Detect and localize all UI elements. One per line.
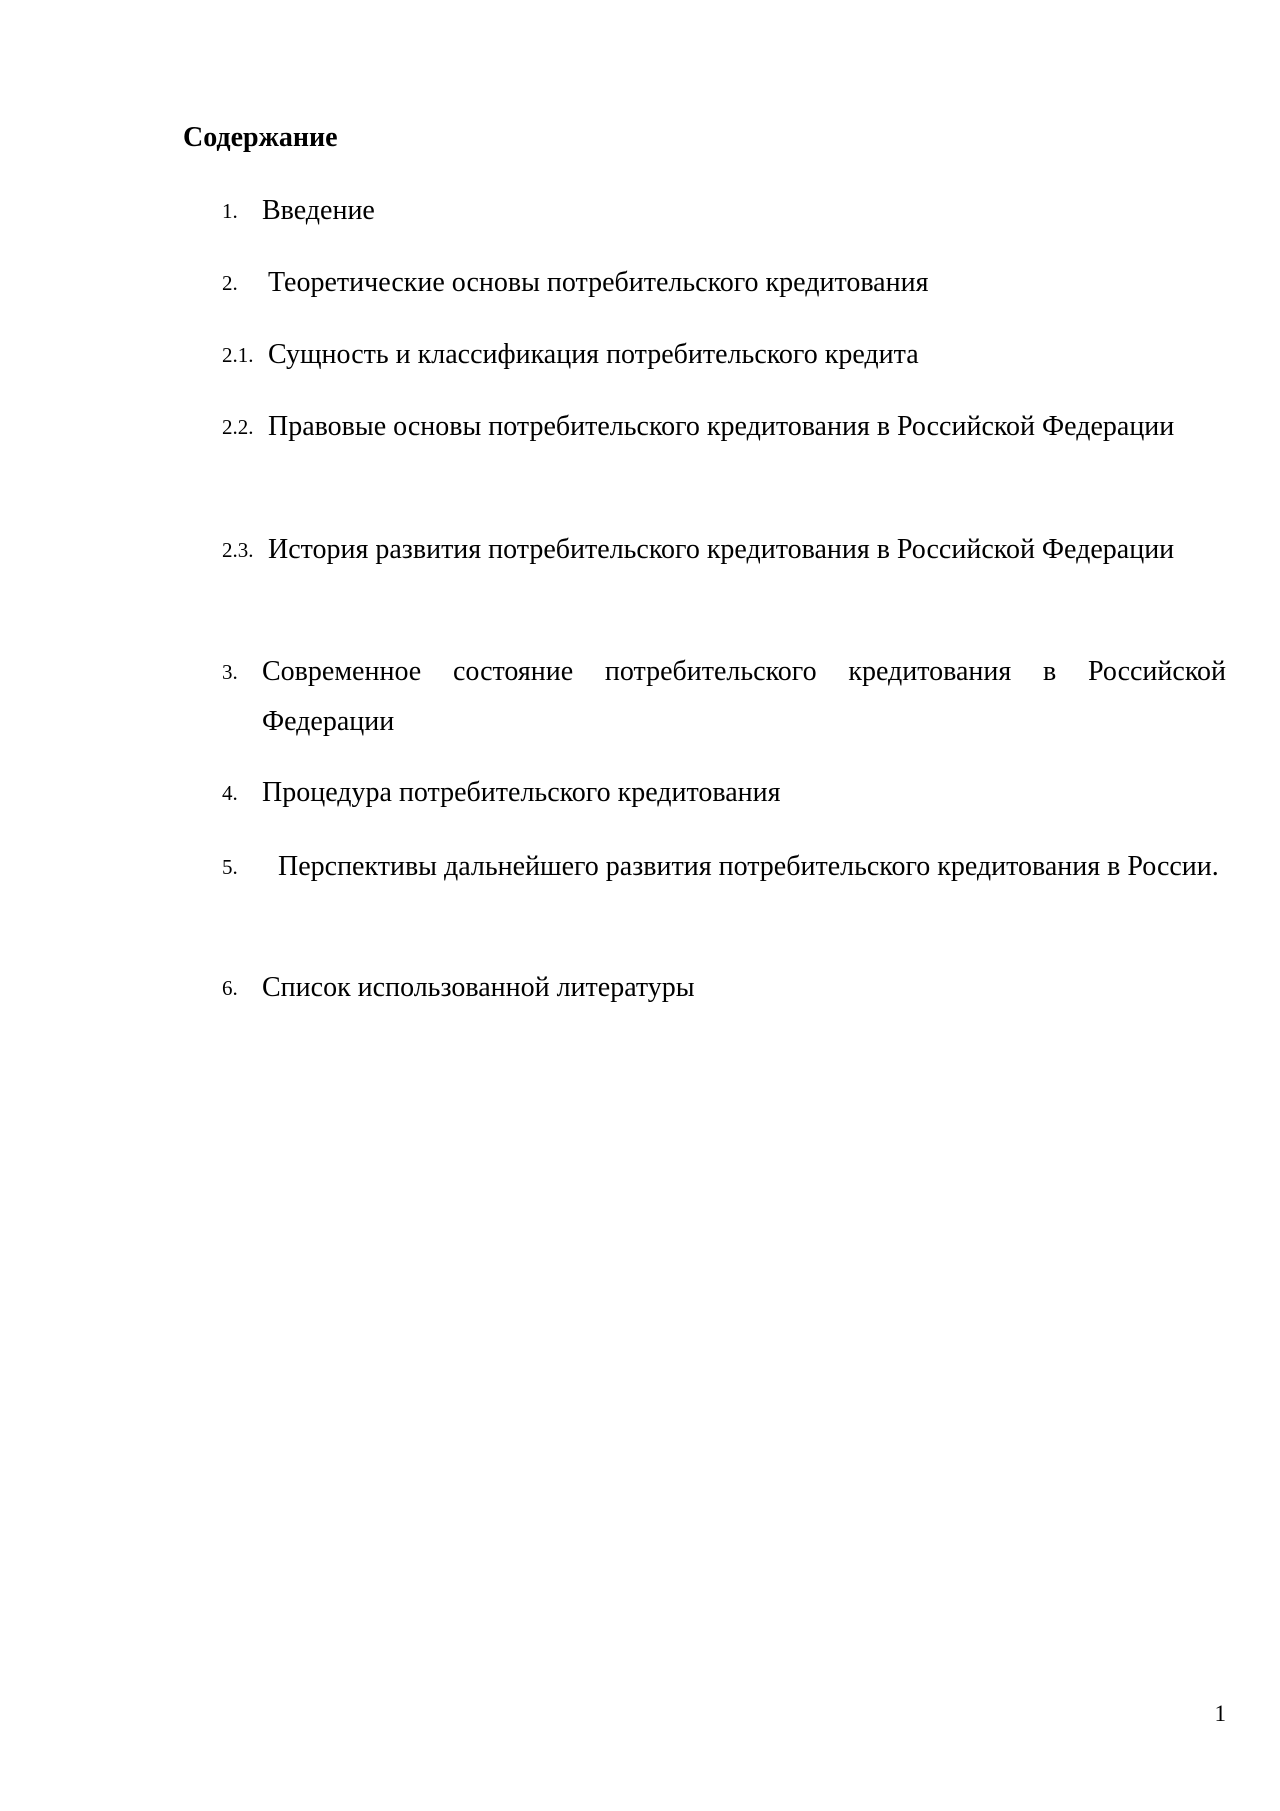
toc-item-text: Перспективы дальнейшего развития потребительского кредитования в России. — [278, 851, 1219, 882]
toc-item-text: Введение — [262, 195, 375, 226]
toc-item-number: 2.1. — [222, 343, 254, 367]
toc-item-number: 3. — [222, 660, 238, 684]
toc-item-text: Список использованной литературы — [262, 972, 695, 1003]
toc-item-number: 1. — [222, 199, 238, 223]
toc-item-text: Теоретические основы потребительского кредитования — [268, 267, 929, 298]
toc-item-text: Правовые основы потребительского кредитования в Российской Федерации — [268, 411, 1175, 442]
toc-item-number: 5. — [222, 855, 238, 879]
toc-item-text: Процедура потребительского кредитования — [262, 777, 781, 808]
toc-item-number: 2. — [222, 271, 238, 295]
page-number: 1 — [1214, 1701, 1226, 1726]
toc-item-text: История развития потребительского кредитования в Российской Федерации — [268, 534, 1175, 565]
toc-item-number: 6. — [222, 976, 238, 1000]
toc-item-text: Сущность и классификация потребительского кредита — [268, 339, 919, 370]
toc-item-number: 2.3. — [222, 538, 254, 562]
toc-item-number: 4. — [222, 781, 238, 805]
toc-item-number: 2.2. — [222, 415, 254, 439]
toc-item-text: Современное состояние потребительского кредитования в Российской Федерации — [262, 656, 1226, 737]
toc-title: Содержание — [183, 122, 338, 153]
